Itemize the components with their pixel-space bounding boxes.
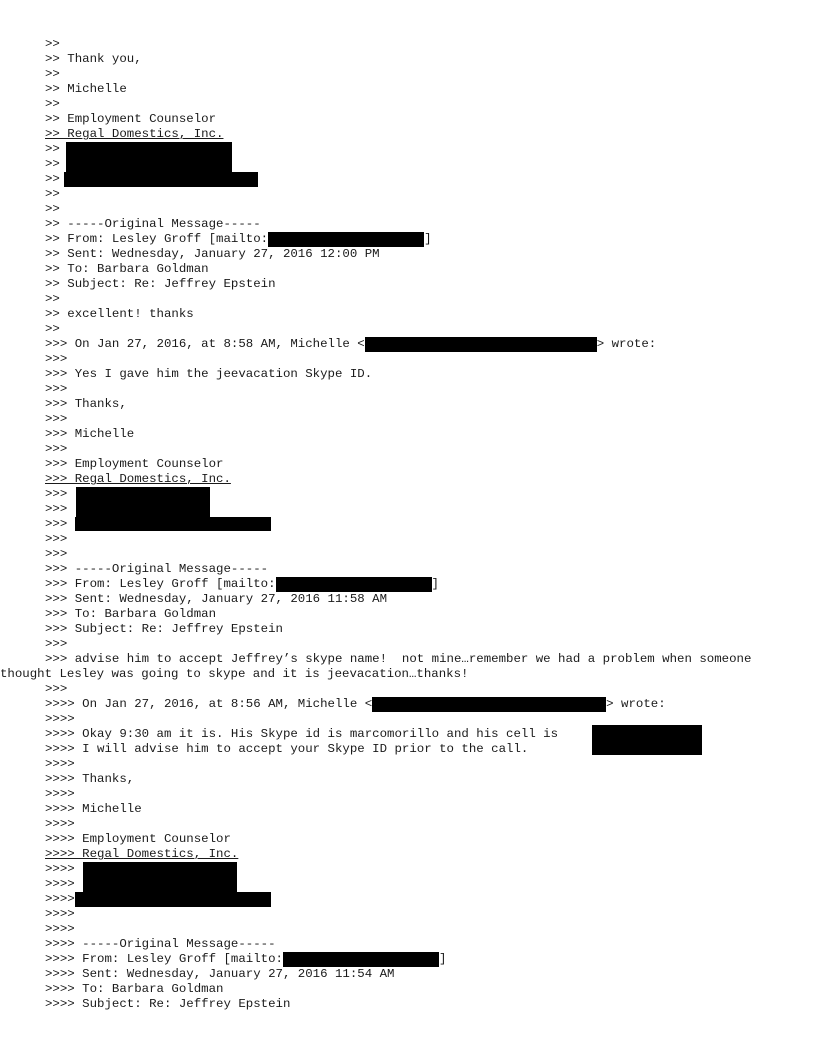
redacted-line: >>> bbox=[45, 517, 805, 532]
redacted-line: >> bbox=[45, 172, 805, 187]
redaction-box bbox=[283, 952, 439, 967]
signature-company: >> Regal Domestics, Inc. bbox=[45, 127, 224, 141]
redaction-box bbox=[372, 697, 606, 712]
redacted-line: >>>> bbox=[45, 862, 805, 877]
body-line: >>> Yes I gave him the jeevacation Skype ID. bbox=[45, 367, 373, 381]
signature-title: >>> Employment Counselor bbox=[45, 457, 224, 471]
redaction-box bbox=[76, 487, 210, 517]
subject-line: >> Subject: Re: Jeffrey Epstein bbox=[45, 277, 276, 291]
signature-name: >> Michelle bbox=[45, 82, 127, 96]
quote-line: >>>> bbox=[45, 757, 75, 771]
quote-line: >>> bbox=[45, 442, 68, 456]
quote-line: >>> bbox=[45, 547, 68, 561]
quote-line: >>>> bbox=[45, 712, 75, 726]
quote-line: >> bbox=[45, 202, 60, 216]
redaction-box bbox=[64, 172, 258, 187]
original-message-header: >>>> -----Original Message----- bbox=[45, 937, 276, 951]
signature-name: >>> Michelle bbox=[45, 427, 135, 441]
body-paragraph: >>> advise him to accept Jeffrey’s skype name! not mine…remember we had a problem when someone thought Lesley was going to skype and it is jeevacation…thanks! bbox=[0, 652, 759, 681]
quote-line: >>> bbox=[45, 382, 68, 396]
from-line: >>> From: Lesley Groff [mailto: ] bbox=[45, 577, 439, 591]
body-line: >>>> Okay 9:30 am it is. His Skype id is marcomorillo and his cell is bbox=[45, 727, 805, 742]
quote-line: >>> bbox=[45, 412, 68, 426]
quote-line: >>>> bbox=[45, 817, 75, 831]
quote-line: >> bbox=[45, 157, 60, 171]
redacted-line: >>>> bbox=[45, 892, 805, 907]
quote-line: >>> bbox=[45, 637, 68, 651]
quote-line: >>>> bbox=[45, 877, 75, 891]
redaction-box bbox=[83, 862, 237, 892]
body-line: >>>> I will advise him to accept your Skype ID prior to the call. bbox=[45, 742, 529, 756]
sent-line: >>> Sent: Wednesday, January 27, 2016 11:58 AM bbox=[45, 592, 388, 606]
sent-line: >> Sent: Wednesday, January 27, 2016 12:00 PM bbox=[45, 247, 380, 261]
sent-line: >>>> Sent: Wednesday, January 27, 2016 11:54 AM bbox=[45, 967, 395, 981]
wrote-line: >>> On Jan 27, 2016, at 8:58 AM, Michelle < > wrote: bbox=[45, 337, 657, 351]
from-line: >> From: Lesley Groff [mailto: ] bbox=[45, 232, 432, 246]
redaction-box bbox=[268, 232, 424, 247]
signature-name: >>>> Michelle bbox=[45, 802, 142, 816]
quote-line: >> bbox=[45, 187, 60, 201]
email-thread bbox=[0, 37, 805, 1012]
redaction-box bbox=[592, 725, 702, 755]
to-line: >>>> To: Barbara Goldman bbox=[45, 982, 224, 996]
closing-line: >>>> Thanks, bbox=[45, 772, 135, 786]
to-line: >>> To: Barbara Goldman bbox=[45, 607, 217, 621]
original-message-header: >> -----Original Message----- bbox=[45, 217, 261, 231]
redacted-line: >> bbox=[45, 142, 805, 157]
redaction-box bbox=[276, 577, 432, 592]
quote-line: >>> bbox=[45, 502, 68, 516]
quote-line: >>>> bbox=[45, 922, 75, 936]
quote-line: >> bbox=[45, 97, 60, 111]
redaction-box bbox=[75, 517, 271, 531]
subject-line: >>>> Subject: Re: Jeffrey Epstein bbox=[45, 997, 291, 1011]
quote-line: >>> bbox=[45, 682, 68, 696]
quote-line: >> bbox=[45, 292, 60, 306]
signature-title: >>>> Employment Counselor bbox=[45, 832, 231, 846]
body-line: >> excellent! thanks bbox=[45, 307, 194, 321]
redacted-line: >>> bbox=[45, 487, 805, 502]
wrote-line: >>>> On Jan 27, 2016, at 8:56 AM, Michelle < > wrote: bbox=[45, 697, 666, 711]
redaction-box bbox=[365, 337, 597, 352]
from-line: >>>> From: Lesley Groff [mailto: ] bbox=[45, 952, 447, 966]
original-message-header: >>> -----Original Message----- bbox=[45, 562, 269, 576]
quote-line: >>> bbox=[45, 352, 68, 366]
quote-line: >> bbox=[45, 67, 60, 81]
to-line: >> To: Barbara Goldman bbox=[45, 262, 209, 276]
quote-line: >> bbox=[45, 322, 60, 336]
signature-company: >>> Regal Domestics, Inc. bbox=[45, 472, 231, 486]
quote-line: >>> bbox=[45, 532, 68, 546]
signature-company: >>>> Regal Domestics, Inc. bbox=[45, 847, 239, 861]
redaction-box bbox=[66, 142, 232, 172]
quote-line: >>>> bbox=[45, 907, 75, 921]
quote-line: >>>> bbox=[45, 787, 75, 801]
subject-line: >>> Subject: Re: Jeffrey Epstein bbox=[45, 622, 283, 636]
closing-line: >> Thank you, bbox=[45, 52, 142, 66]
quote-line: >> bbox=[45, 37, 60, 51]
closing-line: >>> Thanks, bbox=[45, 397, 127, 411]
signature-title: >> Employment Counselor bbox=[45, 112, 217, 126]
redaction-box bbox=[75, 892, 271, 907]
